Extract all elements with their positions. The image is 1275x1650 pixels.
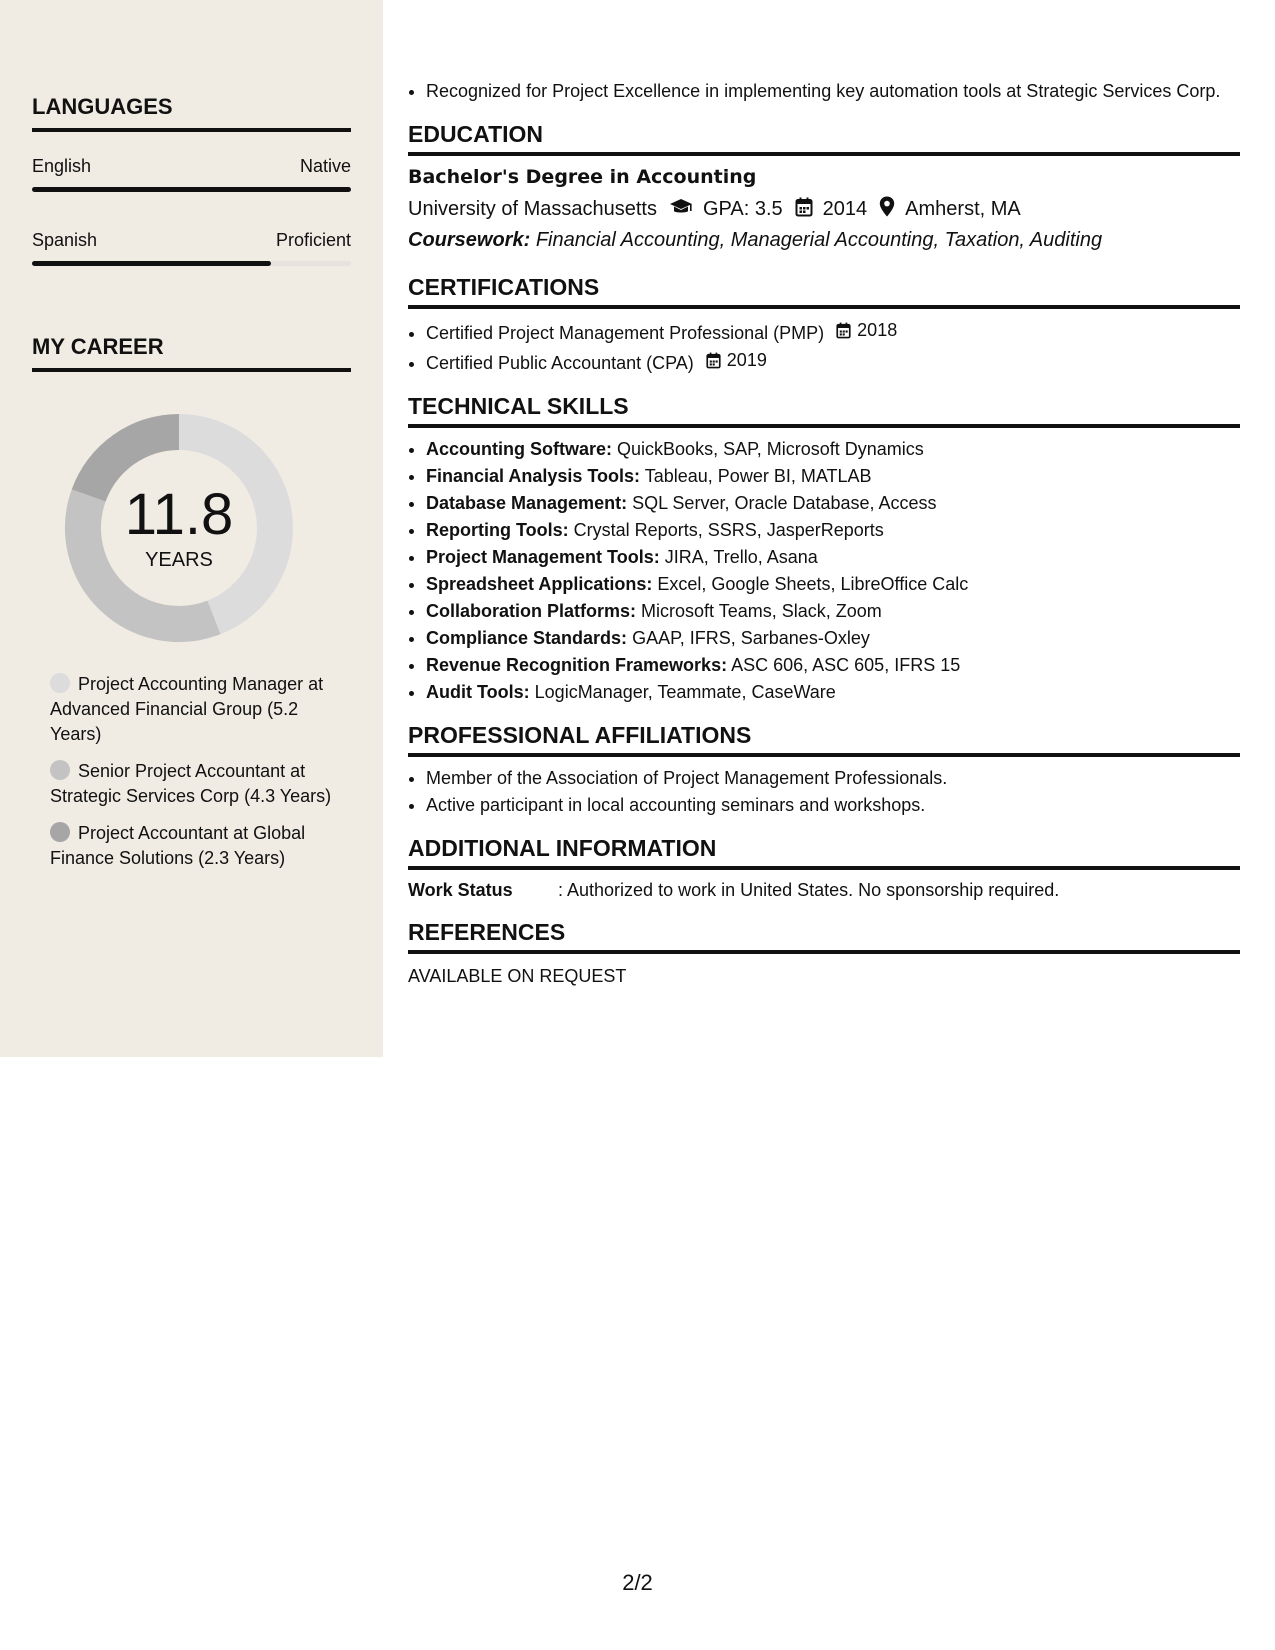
education-coursework — [408, 229, 1240, 252]
language-proficiency-fill — [32, 261, 271, 266]
language-level: Proficient — [275, 230, 351, 250]
intro-bullets — [408, 78, 1240, 105]
skill-label: Audit Tools: — [426, 682, 530, 702]
skill-value: QuickBooks, SAP, Microsoft Dynamics — [617, 439, 924, 459]
career-legend-item — [50, 672, 340, 747]
certifications-heading: CERTIFICATIONS — [408, 274, 1240, 309]
skills-section — [408, 393, 1240, 706]
language-name: English — [32, 156, 92, 176]
education-details — [408, 196, 1240, 223]
affiliation-item: • Active participant in local accounting seminars and workshops. — [426, 792, 1240, 819]
education-section — [408, 121, 1240, 252]
certification-name: Certified Public Accountant (CPA) — [426, 353, 694, 373]
career-legend — [50, 672, 340, 883]
work-status-value: : Authorized to work in United States. No sponsorship required. — [558, 880, 1060, 900]
coursework-label: Coursework: — [408, 229, 531, 251]
skill-label: Collaboration Platforms: — [426, 601, 637, 621]
career-legend-label: Senior Project Accountant at Strategic Services Corp (4.3 Years) — [50, 761, 332, 806]
skill-label: Compliance Standards: — [426, 628, 628, 648]
skill-item — [426, 490, 1240, 517]
skill-label: Project Management Tools: — [426, 547, 660, 567]
skill-value: GAAP, IFRS, Sarbanes-Oxley — [632, 628, 870, 648]
additional-section — [408, 835, 1240, 901]
career-donut-chart — [64, 413, 294, 643]
calendar-icon — [706, 352, 724, 369]
certifications-section — [408, 274, 1240, 377]
education-location: Amherst, MA — [905, 198, 1021, 220]
skills-heading: TECHNICAL SKILLS — [408, 393, 1240, 428]
skill-item — [426, 436, 1240, 463]
graduation-cap-icon — [669, 198, 693, 222]
language-proficiency-fill — [32, 187, 351, 192]
skill-value: Crystal Reports, SSRS, JasperReports — [573, 520, 884, 540]
education-degree: Bachelor's Degree in Accounting — [408, 166, 757, 188]
language-level: Native — [299, 156, 351, 176]
skill-label: Spreadsheet Applications: — [426, 574, 653, 594]
intro-bullet: • Recognized for Project Excellence in implementing key automation tools at Strategic Services Corp. — [426, 78, 1240, 105]
language-row — [32, 230, 351, 251]
skill-value: ASC 606, ASC 605, IFRS 15 — [731, 655, 961, 675]
sidebar — [0, 0, 383, 1057]
calendar-icon — [836, 322, 854, 339]
work-status-row — [408, 880, 1240, 901]
education-gpa: GPA: 3.5 — [702, 198, 783, 220]
calendar-icon — [795, 197, 813, 223]
skill-value: Excel, Google Sheets, LibreOffice Calc — [657, 574, 969, 594]
certification-year-wrap — [836, 317, 897, 344]
career-heading: MY CAREER — [32, 334, 351, 372]
skill-label: Accounting Software: — [426, 439, 613, 459]
career-legend-label: Project Accountant at Global Finance Solutions (2.3 Years) — [50, 823, 306, 868]
skill-value: Microsoft Teams, Slack, Zoom — [641, 601, 882, 621]
career-legend-item — [50, 821, 340, 871]
skill-item — [426, 652, 1240, 679]
career-legend-label: Project Accounting Manager at Advanced Financial Group (5.2 Years) — [50, 674, 324, 744]
affiliations-list — [408, 765, 1240, 819]
language-proficiency-bar — [32, 261, 351, 266]
language-proficiency-bar — [32, 187, 351, 192]
donut-center — [64, 413, 294, 643]
education-heading: EDUCATION — [408, 121, 1240, 156]
skill-label: Reporting Tools: — [426, 520, 569, 540]
skill-item — [426, 544, 1240, 571]
certification-year-wrap — [706, 347, 767, 374]
certifications-list — [408, 317, 1240, 377]
skill-label: Revenue Recognition Frameworks: — [426, 655, 728, 675]
languages-heading: LANGUAGES — [32, 94, 351, 132]
career-legend-item — [50, 759, 340, 809]
legend-dot-icon — [50, 760, 70, 780]
certification-year: 2019 — [726, 350, 767, 370]
certification-name: Certified Project Management Professional (PMP) — [426, 323, 825, 343]
skill-item — [426, 463, 1240, 490]
language-row — [32, 156, 351, 177]
map-pin-icon — [879, 196, 895, 223]
affiliation-item: • Member of the Association of Project Management Professionals. — [426, 765, 1240, 792]
career-section — [32, 334, 351, 372]
education-school: University of Massachusetts — [408, 198, 657, 220]
coursework-value: Financial Accounting, Managerial Accounting, Taxation, Auditing — [535, 229, 1103, 251]
skill-value: LogicManager, Teammate, CaseWare — [534, 682, 836, 702]
skill-value: SQL Server, Oracle Database, Access — [632, 493, 937, 513]
affiliations-heading: PROFESSIONAL AFFILIATIONS — [408, 722, 1240, 757]
education-year: 2014 — [822, 198, 868, 220]
references-text: AVAILABLE ON REQUEST — [408, 966, 627, 986]
skill-item — [426, 571, 1240, 598]
skill-label: Database Management: — [426, 493, 628, 513]
skills-list — [408, 436, 1240, 706]
career-total-unit: YEARS — [145, 549, 213, 571]
skill-value: JIRA, Trello, Asana — [664, 547, 818, 567]
skill-value: Tableau, Power BI, MATLAB — [644, 466, 872, 486]
legend-dot-icon — [50, 673, 70, 693]
languages-section — [32, 94, 351, 266]
legend-dot-icon — [50, 822, 70, 842]
languages-list — [32, 156, 351, 266]
affiliations-section — [408, 722, 1240, 819]
skill-item — [426, 625, 1240, 652]
language-name: Spanish — [32, 230, 98, 250]
skill-label: Financial Analysis Tools: — [426, 466, 641, 486]
references-section — [408, 919, 1240, 987]
main-content — [408, 78, 1240, 987]
references-heading: REFERENCES — [408, 919, 1240, 954]
skill-item — [426, 517, 1240, 544]
work-status-label: Work Status — [408, 880, 513, 900]
certification-item — [426, 317, 1240, 347]
skill-item — [426, 679, 1240, 706]
page-number: 2/2 — [622, 1570, 653, 1595]
certification-year: 2018 — [857, 320, 898, 340]
additional-heading: ADDITIONAL INFORMATION — [408, 835, 1240, 870]
skill-item — [426, 598, 1240, 625]
career-total-years: 11.8 — [124, 482, 234, 547]
certification-item — [426, 347, 1240, 377]
